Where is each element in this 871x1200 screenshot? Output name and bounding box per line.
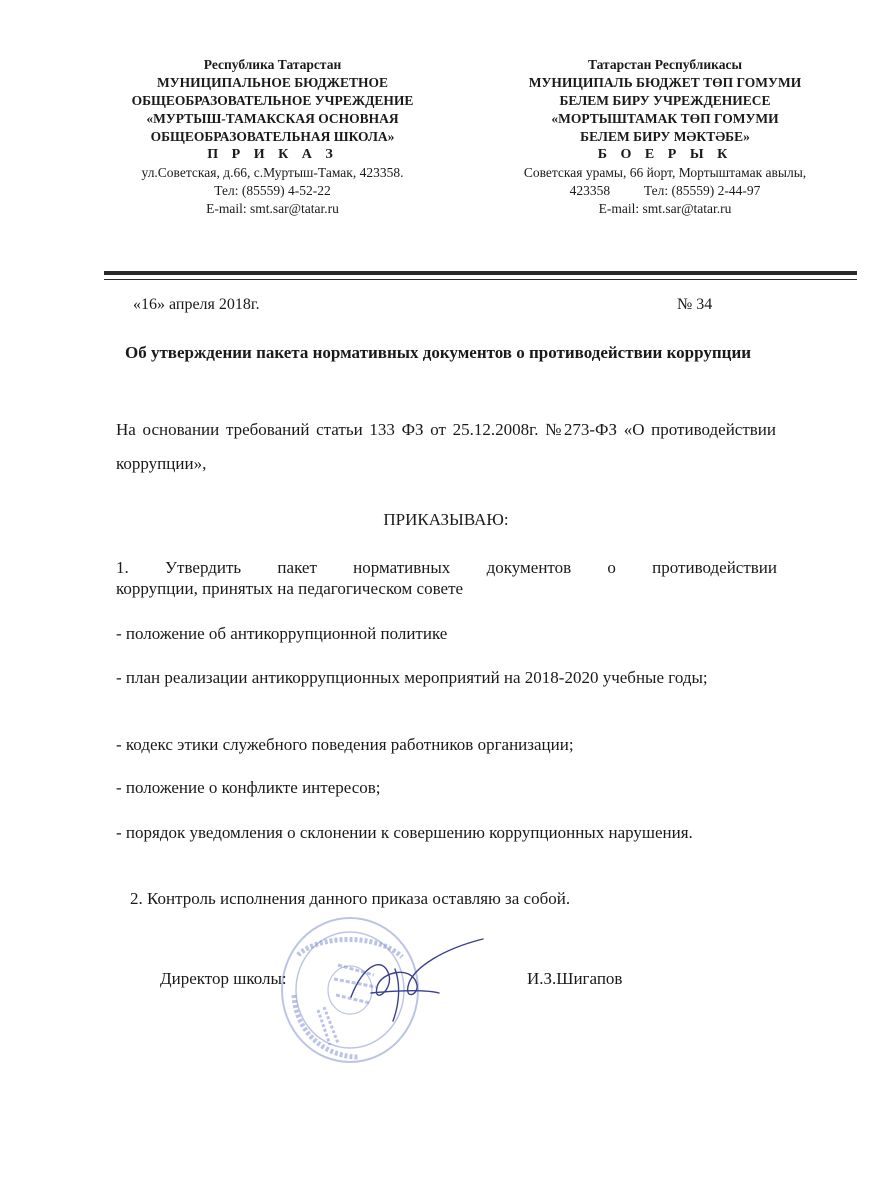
order-word: ПРИКАЗЫВАЮ: [383, 510, 509, 529]
header-left-org-line4: ОБЩЕОБРАЗОВАТЕЛЬНАЯ ШКОЛА» [150, 129, 395, 144]
point-1-line1: 1. Утвердить пакет нормативных документов о противодействии [116, 558, 777, 577]
basis-paragraph: На основании требований статьи 133 ФЗ от 25.12.2008г. №273-ФЗ «О противодействии коррупции», [116, 420, 776, 473]
header-right [480, 56, 850, 218]
order-date: «16» апреля 2018г. [133, 296, 260, 313]
signature-name: И.З.Шигапов [527, 969, 623, 988]
header-right-org-line3: «МОРТЫШТАМАК ТӨП ГОМУМИ [551, 111, 779, 126]
list-item: - план реализации антикоррупционных мероприятий на 2018-2020 учебные годы; [116, 668, 708, 687]
list-item: - положение о конфликте интересов; [116, 778, 381, 797]
header-left-address: ул.Советская, д.66, с.Муртыш-Тамак, 423358. [141, 165, 404, 180]
header-right-org-line2: БЕЛЕМ БИРУ УЧРЕЖДЕНИЕСЕ [559, 93, 771, 108]
header-left [100, 56, 445, 218]
document-title: Об утверждении пакета нормативных документов о противодействии коррупции [124, 343, 752, 362]
header-left-org-line1: МУНИЦИПАЛЬНОЕ БЮДЖЕТНОЕ [156, 75, 389, 90]
header-left-org-line3: «МУРТЫШ-ТАМАКСКАЯ ОСНОВНАЯ [146, 111, 399, 126]
header-left-email: E-mail: smt.sar@tatar.ru [206, 201, 339, 216]
point-1-line2: коррупции, принятых на педагогическом совете [116, 579, 464, 598]
header-left-republic: Республика Татарстан [203, 57, 342, 72]
header-left-phone: Тел: (85559) 4-52-22 [214, 183, 331, 198]
header-right-doc-type: Б О Е Р Ы К [597, 147, 733, 162]
header-right-org-line4: БЕЛЕМ БИРУ МӘКТӘБЕ» [580, 129, 750, 144]
list-item: - порядок уведомления о склонении к совершению коррупционных нарушения. [116, 823, 693, 842]
header-right-postcode-phone: 423358 Тел: (85559) 2-44-97 [569, 183, 761, 198]
header-left-org-line2: ОБЩЕОБРАЗОВАТЕЛЬНОЕ УЧРЕЖДЕНИЕ [131, 93, 414, 108]
signature-position: Директор школы: [160, 969, 287, 988]
list-item: - положение об антикоррупционной политике [116, 624, 448, 643]
header-right-republic: Татарстан Республикасы [587, 57, 742, 72]
signature-icon [343, 935, 493, 1025]
list-item: - кодекс этики служебного поведения работников организации; [116, 735, 574, 754]
header-right-address: Советская урамы, 66 йорт, Мортыштамак авылы, [523, 165, 807, 180]
header-left-doc-type: П Р И К А З [207, 147, 338, 162]
header-divider-thin [104, 279, 857, 280]
order-number: № 34 [677, 296, 713, 313]
point-2: 2. Контроль исполнения данного приказа оставляю за собой. [130, 889, 571, 908]
header-right-email: E-mail: smt.sar@tatar.ru [598, 201, 732, 216]
header-divider-thick [104, 271, 857, 275]
point-1 [116, 557, 777, 599]
header-right-org-line1: МУНИЦИПАЛЬ БЮДЖЕТ ТӨП ГОМУМИ [528, 75, 802, 90]
